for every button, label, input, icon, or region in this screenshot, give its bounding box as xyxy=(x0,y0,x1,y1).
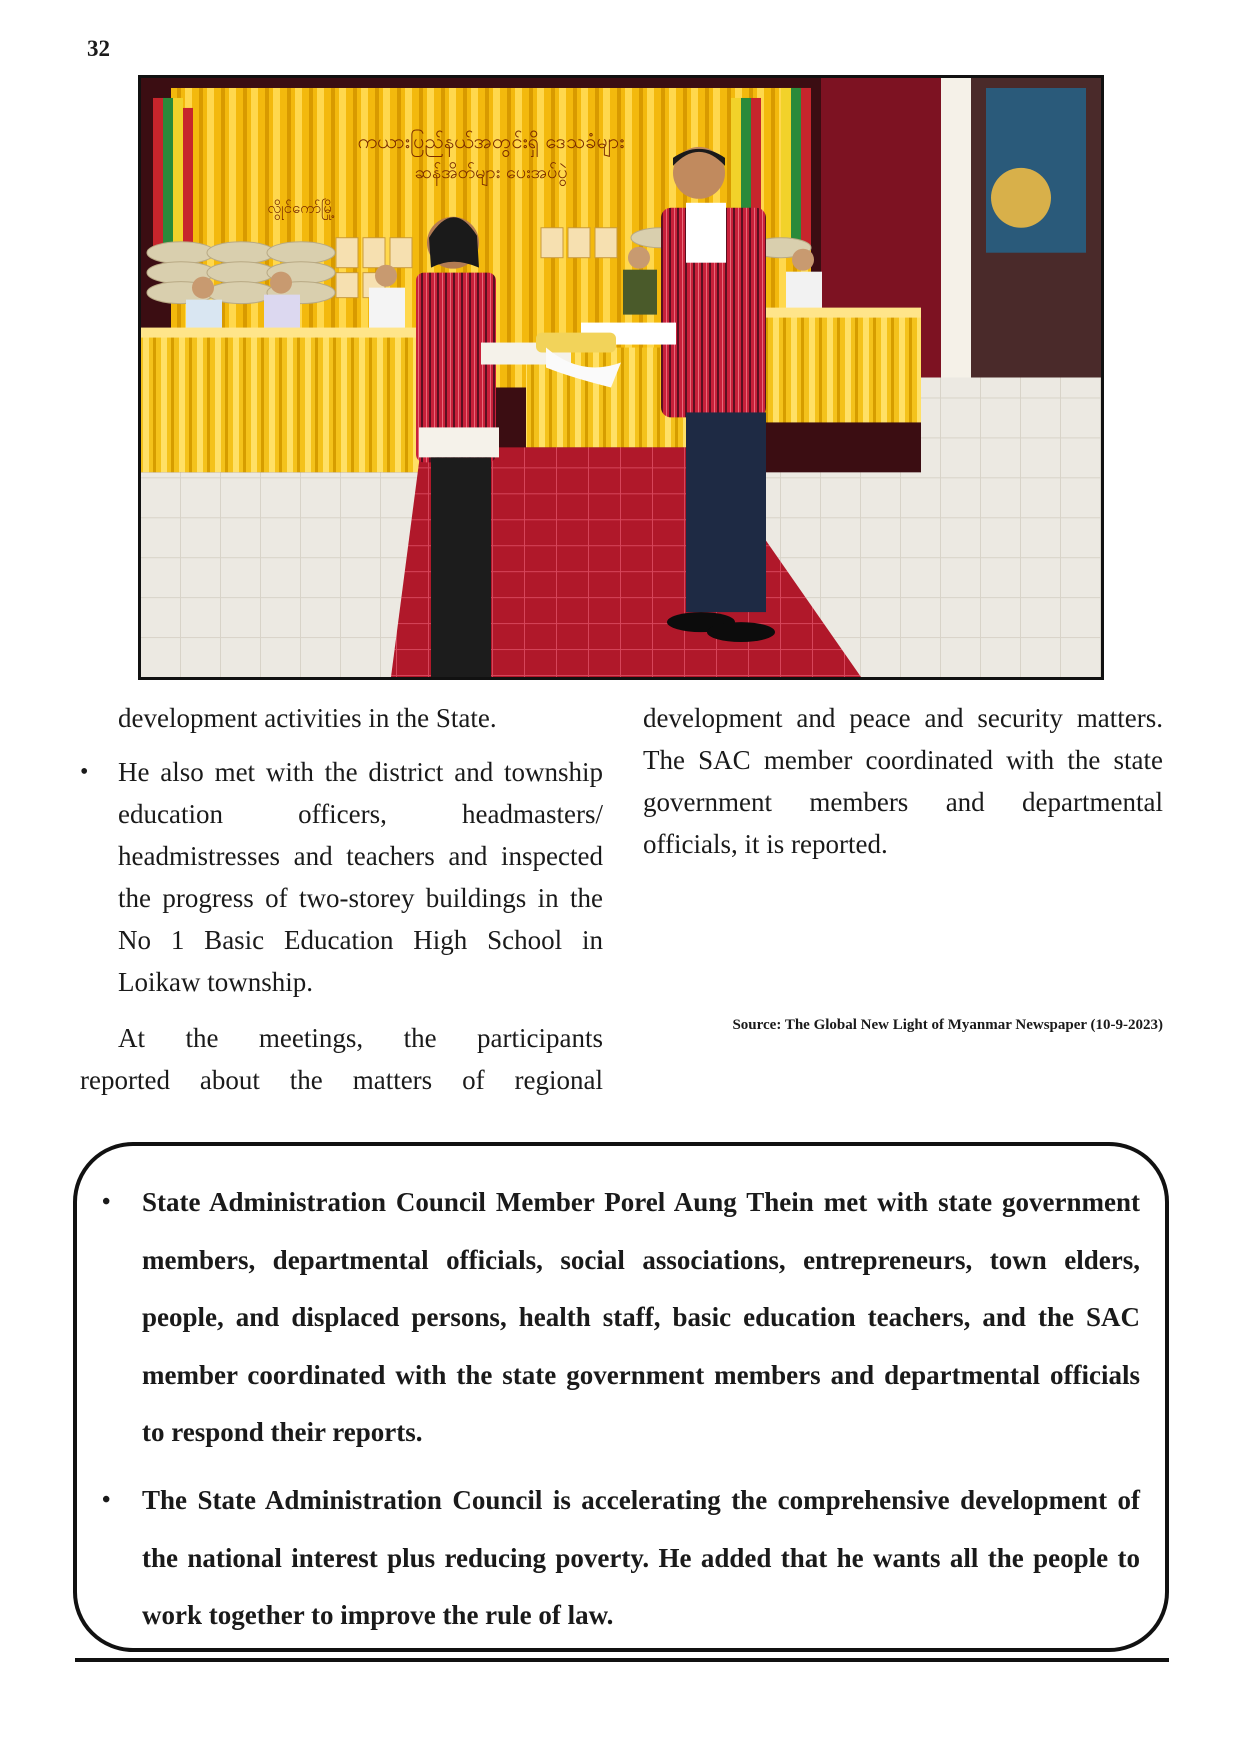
summary-item-meeting: • State Administration Council Member Porel Aung Thein met with state government members, departmental officials, social associations, entrepreneurs, town elders, people, and displaced persons, health staff, basic education teachers, and the SAC member coordinated with the state government members and departmental officials to respond their reports. xyxy=(142,1174,1140,1462)
banner-line-2: ဆန်အိတ်များ ပေးအပ်ပွဲ xyxy=(414,161,568,183)
education-bullet: • He also met with the district and township education officers, headmasters/ headmistresses and teachers and inspected the progress of two-storey buildings in the No 1 Basic Education High School in Loikaw township. xyxy=(80,751,603,1003)
bottom-rule xyxy=(75,1658,1169,1662)
meetings-paragraph-line-1: At the meetings, the participants xyxy=(118,1023,603,1053)
left-column xyxy=(80,697,603,1101)
summary-item-development: • The State Administration Council is accelerating the comprehensive development of the national interest plus reducing poverty. He added that he wants all the people to work together to improve the rule of law. xyxy=(142,1472,1140,1645)
ceremony-photo xyxy=(138,75,1104,680)
source-citation: Source: The Global New Light of Myanmar Newspaper (10-9-2023) xyxy=(732,1017,1163,1033)
continuation-text: development activities in the State. xyxy=(118,703,497,733)
page-number: 32 xyxy=(87,36,110,61)
summary-box xyxy=(73,1142,1169,1652)
right-column-text: development and peace and security matters. The SAC member coordinated with the state government members and departmental officials, it is reported. xyxy=(643,703,1163,859)
meetings-paragraph-line-2: reported about the matters of regional xyxy=(80,1065,603,1095)
right-column xyxy=(643,697,1163,865)
banner-line-3: လွိုင်ကော်မြို့ xyxy=(267,198,335,217)
banner-line-1: ကယားပြည်နယ်အတွင်းရှိ ဒေသခံများ xyxy=(357,128,625,153)
